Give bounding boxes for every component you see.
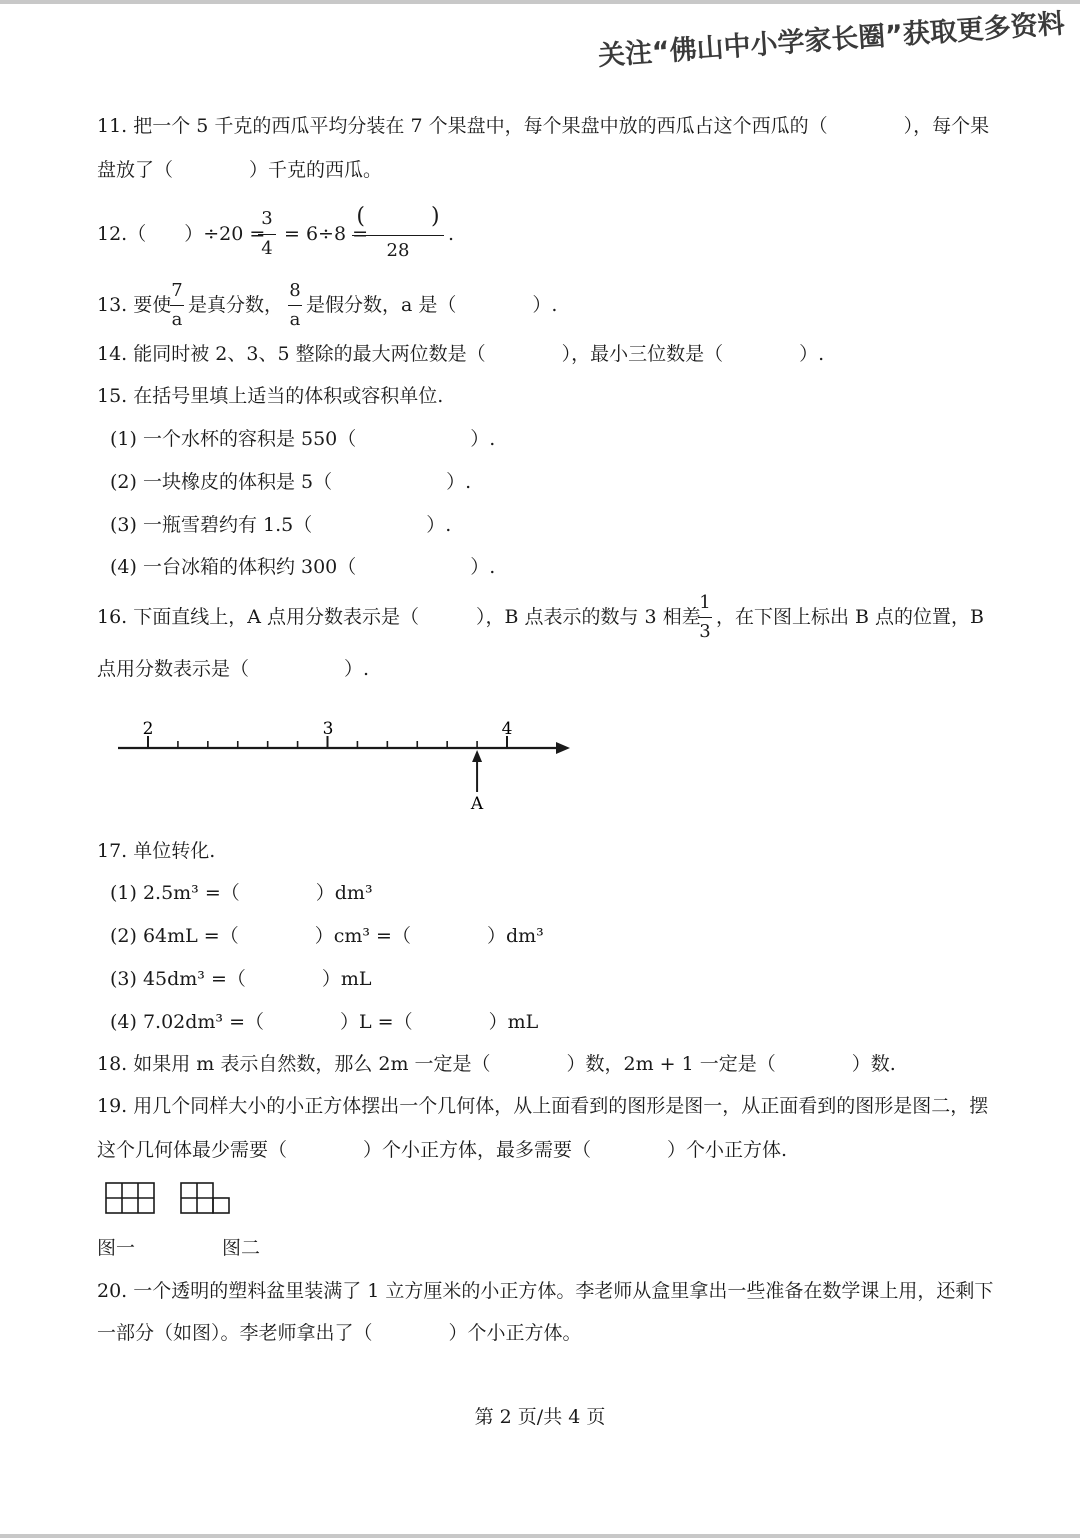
q12-frac1-denominator: 4 (261, 238, 273, 259)
top-edge (0, 0, 1080, 4)
q13-frac2-bar (288, 305, 302, 306)
q13-lead: 13. 要使 (97, 294, 172, 316)
number-line-label-4: 4 (501, 719, 513, 739)
q15-item-3: (3) 一瓶雪碧约有 1.5（ ）. (110, 514, 452, 536)
q16-frac-denominator: 3 (699, 621, 711, 642)
q20-line1: 20. 一个透明的塑料盆里装满了 1 立方厘米的小正方体。李老师从盒里拿出一些准备在数学课上用，还剩下 (97, 1280, 994, 1302)
q15-item-1: (1) 一个水杯的容积是 550（ ）. (110, 428, 496, 450)
number-line-label-3: 3 (322, 719, 334, 739)
number-line-label-2: 2 (142, 719, 154, 739)
q12-frac1-numerator: 3 (261, 208, 273, 229)
q12-end: . (448, 223, 455, 245)
q12-mid: = 6÷8 = (284, 223, 369, 245)
point-a-arrow-head (472, 750, 482, 762)
q16-line1-b: ，在下图上标出 B 点的位置，B (716, 606, 985, 628)
q16-line2: 点用分数表示是（ ）. (97, 658, 370, 680)
q15-item-2: (2) 一块橡皮的体积是 5（ ）. (110, 471, 472, 493)
q13-frac1-bar (170, 305, 184, 306)
q16-line1-a: 16. 下面直线上，A 点用分数表示是（ ），B 点表示的数与 3 相差 (97, 606, 701, 628)
q17-item-4: (4) 7.02dm³ =（ ）L =（ ）mL (110, 1011, 539, 1033)
q16-frac-bar (698, 617, 712, 618)
q15-title: 15. 在括号里填上适当的体积或容积单位. (97, 385, 444, 407)
q17-item-1: (1) 2.5m³ =（ ）dm³ (110, 882, 373, 904)
number-line-arrowhead (556, 742, 570, 754)
figure-1-top-view (106, 1183, 154, 1213)
q12-frac2-bar (352, 235, 444, 236)
q16-frac-numerator: 1 (699, 592, 711, 613)
q13-mid: 是真分数， (188, 294, 284, 316)
q18-text: 18. 如果用 m 表示自然数，那么 2m 一定是（ ）数，2m + 1 一定是（ ）数. (97, 1053, 896, 1075)
q15-item-4: (4) 一台冰箱的体积约 300（ ）. (110, 556, 496, 578)
q17-title: 17. 单位转化. (97, 840, 216, 862)
point-a-marker (472, 750, 482, 792)
q19-line1: 19. 用几个同样大小的小正方体摆出一个几何体，从上面看到的图形是图一，从正面看到的图形是图二，摆 (97, 1095, 989, 1117)
q12-lead: 12.（ ）÷20 = (97, 223, 266, 245)
q17-item-3: (3) 45dm³ =（ ）mL (110, 968, 372, 990)
q13-frac1-denominator: a (171, 309, 183, 330)
q14-text: 14. 能同时被 2、3、5 整除的最大两位数是（ ），最小三位数是（ ）. (97, 343, 825, 365)
figure-2-front-view (181, 1183, 229, 1213)
q13-frac2-denominator: a (289, 309, 301, 330)
q19-line2: 这个几何体最少需要（ ）个小正方体，最多需要（ ）个小正方体. (97, 1139, 788, 1161)
q11-line2: 盘放了（ ）千克的西瓜。 (97, 159, 383, 181)
figure-1-label: 图一 (97, 1237, 136, 1259)
watermark: 关注“佛山中小学家长圈”获取更多资料 (597, 8, 1066, 72)
q12-frac2-numerator: ( ) (356, 204, 440, 229)
q13-end: 是假分数，a 是（ ）. (306, 294, 558, 316)
q12-frac2-denominator: 28 (386, 240, 410, 261)
page-number: 第 2 页/共 4 页 (474, 1406, 606, 1428)
q13-frac2-numerator: 8 (289, 280, 301, 301)
q11-line1: 11. 把一个 5 千克的西瓜平均分装在 7 个果盘中，每个果盘中放的西瓜占这个西瓜的（ ），每个果 (97, 115, 990, 137)
q12-frac1-bar (258, 234, 276, 235)
figure-2-label: 图二 (222, 1237, 261, 1259)
q17-item-2: (2) 64mL =（ ）cm³ =（ ）dm³ (110, 925, 544, 947)
point-a-label: A (470, 794, 484, 814)
q20-line2: 一部分（如图）。李老师拿出了（ ）个小正方体。 (97, 1322, 582, 1344)
bottom-edge (0, 1534, 1080, 1538)
q13-frac1-numerator: 7 (171, 280, 183, 301)
